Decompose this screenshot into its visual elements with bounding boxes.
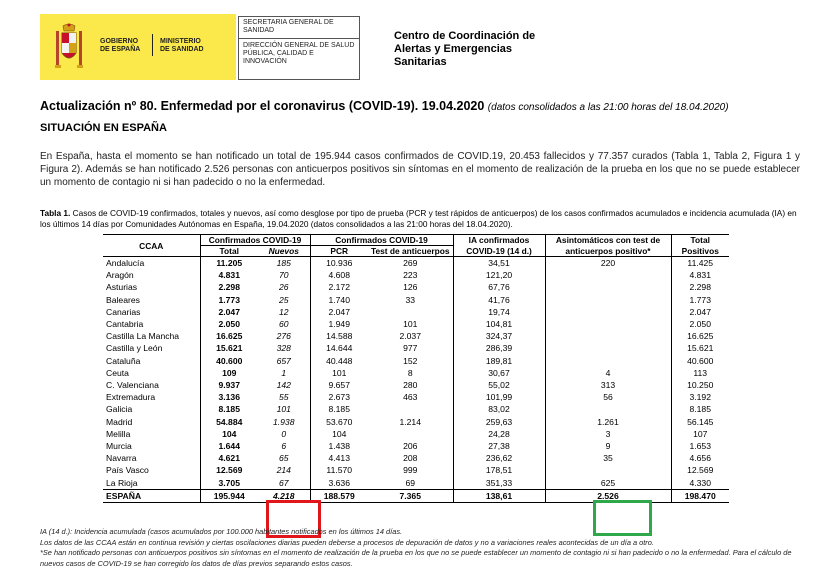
cell-total: 16.625 <box>200 330 258 342</box>
cell-ccaa: Cantabria <box>106 319 144 330</box>
header-total: Total <box>200 246 258 257</box>
cell-anticuerpos: 69 <box>405 477 416 488</box>
cell-total-positivos: 107 <box>671 428 729 440</box>
cell-ccaa: País Vasco <box>106 465 149 476</box>
header-tp-1: Total <box>671 235 729 246</box>
cell-total-positivos: 40.600 <box>671 355 729 367</box>
cell-total: 2.050 <box>200 318 258 330</box>
cell-total-positivos: 11.425 <box>671 257 729 270</box>
cell-ia: 19,74 <box>453 306 545 318</box>
cell-pcr: 2.172 <box>310 281 368 293</box>
cell-ia: 324,37 <box>453 330 545 342</box>
cell-asintomaticos: 3 <box>545 428 671 440</box>
table-row <box>103 379 729 391</box>
table-caption-text: Casos de COVID-19 confirmados, totales y nuevos, así como desglose por tipo de prueba (PCR y test rápidos de anticuerpos) de los casos confirmados acumulados e incidencia acumulada (IA) en los últimos 14 días por Comunidades Autónomas en España, 19.04.2020 (datos consolidados a las 21:00 horas del 18.04.2020). <box>40 208 797 229</box>
cell-total: 11.205 <box>200 257 258 270</box>
table-row <box>103 391 729 403</box>
cell-total: 4.621 <box>200 452 258 464</box>
report-title <box>40 99 729 113</box>
header-tp-2: Positivos <box>671 246 729 257</box>
header-ia-1: IA confirmados <box>453 235 545 246</box>
cell-pcr: 9.657 <box>310 379 368 391</box>
ministry-label: MINISTERIO DE SANIDAD <box>160 38 204 53</box>
cell-nuevos: 0 <box>281 428 287 439</box>
cell-asintomaticos <box>545 464 671 476</box>
cell-total: 1.773 <box>200 294 258 306</box>
cell-total-positivos: 10.250 <box>671 379 729 391</box>
cell-pcr: 11.570 <box>310 464 368 476</box>
cell-total: 9.937 <box>200 379 258 391</box>
cell-total: 195.944 <box>200 489 258 502</box>
cell-anticuerpos: 2.037 <box>399 331 421 342</box>
table-row <box>103 318 729 330</box>
cases-table <box>103 234 729 503</box>
cell-anticuerpos: 208 <box>403 453 418 464</box>
cell-total-positivos: 3.192 <box>671 391 729 403</box>
cell-ccaa: Castilla y León <box>106 343 163 354</box>
table-row <box>103 294 729 306</box>
cell-pcr: 4.608 <box>310 269 368 281</box>
cell-ia: 351,33 <box>453 477 545 490</box>
cell-ccaa: C. Valenciana <box>106 380 159 391</box>
cell-total: 3.705 <box>200 477 258 490</box>
cell-nuevos: 12 <box>278 306 289 317</box>
cell-anticuerpos: 206 <box>403 441 418 452</box>
header-asint-1: Asintomáticos con test de <box>545 235 671 246</box>
cell-asintomaticos <box>545 403 671 415</box>
table-row <box>103 428 729 440</box>
cell-nuevos: 55 <box>278 392 289 403</box>
cell-asintomaticos <box>545 294 671 306</box>
cell-ccaa: Melilla <box>106 428 131 439</box>
cell-asintomaticos <box>545 318 671 330</box>
header-ia-2: COVID-19 (14 d.) <box>453 246 545 257</box>
cell-nuevos: 185 <box>276 258 291 268</box>
table-row <box>103 269 729 281</box>
cell-nuevos: 25 <box>278 294 289 305</box>
cell-asintomaticos <box>545 306 671 318</box>
cell-asintomaticos <box>545 281 671 293</box>
header-nuevos: Nuevos <box>258 246 310 257</box>
cell-pcr: 4.413 <box>310 452 368 464</box>
cell-anticuerpos <box>368 306 453 318</box>
cell-ia: 104,81 <box>453 318 545 330</box>
secretaria-label: SECRETARIA GENERAL DE SANIDAD <box>239 17 359 39</box>
cell-ia: 189,81 <box>453 355 545 367</box>
cell-anticuerpos: 126 <box>403 282 418 293</box>
cell-anticuerpos: 8 <box>407 367 413 378</box>
header-anticuerpos: Test de anticuerpos <box>368 246 453 257</box>
cell-ia: 41,76 <box>453 294 545 306</box>
cell-total-positivos: 1.773 <box>671 294 729 306</box>
cell-asintomaticos <box>545 269 671 281</box>
cell-nuevos: 60 <box>278 319 289 330</box>
cell-anticuerpos: 1.214 <box>399 416 421 427</box>
intro-paragraph: En España, hasta el momento se han notificado un total de 195.944 casos confirmados de COVID.19, 20.453 fallecidos y 77.357 curados (Tabla 1, Tabla 2, Figura 1 y Figura 2). Además se han notificado 2.526 personas con anticuerpos positivos sin síntomas en el momento de realización de la prueba en los que no se puede establecer un momento de contagio ni si han padecido o no la enfermedad. <box>40 151 800 188</box>
cell-pcr: 8.185 <box>310 403 368 415</box>
table-row <box>103 257 729 270</box>
secretaria-block <box>238 16 360 80</box>
table-row <box>103 416 729 428</box>
table-row <box>103 452 729 464</box>
cell-nuevos: 65 <box>278 453 289 464</box>
cell-total: 109 <box>200 367 258 379</box>
cell-total-positivos: 4.656 <box>671 452 729 464</box>
cell-nuevos: 328 <box>276 343 291 354</box>
cell-anticuerpos: 152 <box>403 355 418 366</box>
report-title-main: Actualización nº 80. Enfermedad por el coronavirus (COVID-19). 19.04.2020 <box>40 99 485 113</box>
footnotes <box>40 527 810 569</box>
cell-total: 8.185 <box>200 403 258 415</box>
cell-ia: 286,39 <box>453 342 545 354</box>
cell-ia: 55,02 <box>453 379 545 391</box>
gov-label: GOBIERNO DE ESPAÑA <box>100 38 141 53</box>
cell-pcr: 1.949 <box>310 318 368 330</box>
cell-anticuerpos: 269 <box>403 258 418 268</box>
cell-pcr: 3.636 <box>310 477 368 490</box>
footnote-asintomaticos: *Se han notificado personas con anticuerpos positivos sin síntomas en el momento de realización de la prueba en los que no se puede establecer un momento de contagio ni si han padecido o no la enfermedad. Para el cálculo de nuevos casos de COVID-19 se han corregido los datos de días previos separando estos casos. <box>40 548 792 568</box>
table-row <box>103 477 729 490</box>
cell-ccaa: Ceuta <box>106 367 129 378</box>
header-confirmados-2: Confirmados COVID-19 <box>310 235 453 246</box>
cell-total: 2.298 <box>200 281 258 293</box>
cell-total-positivos: 4.831 <box>671 269 729 281</box>
cell-nuevos: 4.218 <box>258 489 310 502</box>
header-pcr: PCR <box>310 246 368 257</box>
cell-anticuerpos: 33 <box>405 294 416 305</box>
cell-total-positivos: 113 <box>671 367 729 379</box>
table-row <box>103 440 729 452</box>
cell-ia: 67,76 <box>453 281 545 293</box>
cell-ccaa: Navarra <box>106 453 137 464</box>
ccaes-title: Centro de Coordinación de Alertas y Emergencias Sanitarias <box>394 30 536 68</box>
cell-ia: 83,02 <box>453 403 545 415</box>
cell-ccaa: Aragón <box>106 270 134 281</box>
footnote-revision: Los datos de las CCAA están en continua revisión y ciertas oscilaciones diarias pueden deberse a procesos de depuración de datos y no a variaciones reales acontecidas de un día a otro. <box>40 537 654 547</box>
cell-anticuerpos: 463 <box>403 392 418 403</box>
cell-nuevos: 657 <box>276 355 291 366</box>
cell-total: 54.884 <box>200 416 258 428</box>
cell-asintomaticos: 56 <box>545 391 671 403</box>
cell-ccaa: Canarias <box>106 306 141 317</box>
table-caption <box>40 208 805 230</box>
cell-pcr: 10.936 <box>310 257 368 270</box>
cell-nuevos: 6 <box>281 441 287 452</box>
cell-total: 104 <box>200 428 258 440</box>
header-asint-2: anticuerpos positivo* <box>545 246 671 257</box>
cell-nuevos: 214 <box>276 465 291 476</box>
cell-total-positivos: 16.625 <box>671 330 729 342</box>
cell-total-positivos: 15.621 <box>671 342 729 354</box>
cell-ccaa: Madrid <box>106 416 133 427</box>
cell-ia: 101,99 <box>453 391 545 403</box>
cell-total-positivos: 2.047 <box>671 306 729 318</box>
cell-anticuerpos: 223 <box>403 270 418 281</box>
cell-asintomaticos: 220 <box>545 257 671 270</box>
cell-pcr: 53.670 <box>310 416 368 428</box>
cell-total: 40.600 <box>200 355 258 367</box>
cell-total: 1.644 <box>200 440 258 452</box>
cell-nuevos: 67 <box>278 477 289 488</box>
cell-anticuerpos <box>368 403 453 415</box>
coat-of-arms-icon <box>54 23 84 71</box>
cell-ia: 34,51 <box>453 257 545 270</box>
cell-ia: 30,67 <box>453 367 545 379</box>
cell-ia: 121,20 <box>453 269 545 281</box>
cell-anticuerpos: 999 <box>403 465 418 476</box>
cell-ia: 178,51 <box>453 464 545 476</box>
cell-ccaa: ESPAÑA <box>103 489 200 502</box>
cell-ccaa: Murcia <box>106 441 132 452</box>
table-row <box>103 464 729 476</box>
cell-total-positivos: 2.298 <box>671 281 729 293</box>
cell-ia: 24,28 <box>453 428 545 440</box>
cell-anticuerpos: 101 <box>403 319 418 330</box>
cell-anticuerpos: 280 <box>403 380 418 391</box>
cell-total-positivos: 198.470 <box>671 489 729 502</box>
cell-asintomaticos: 2.526 <box>545 489 671 502</box>
cell-total-positivos: 56.145 <box>671 416 729 428</box>
cell-nuevos: 1.938 <box>272 416 295 427</box>
cell-asintomaticos <box>545 330 671 342</box>
logo-divider <box>152 34 153 56</box>
cell-total-positivos: 4.330 <box>671 477 729 490</box>
direccion-label: DIRECCIÓN GENERAL DE SALUD PÚBLICA, CALIDAD E INNOVACIÓN <box>243 42 355 65</box>
cell-total-positivos: 12.569 <box>671 464 729 476</box>
cell-ia: 236,62 <box>453 452 545 464</box>
table-row <box>103 330 729 342</box>
cell-nuevos: 26 <box>278 282 289 293</box>
cell-ia: 27,38 <box>453 440 545 452</box>
header-confirmados: Confirmados COVID-19 <box>200 235 310 246</box>
table-row <box>103 306 729 318</box>
cell-pcr: 40.448 <box>310 355 368 367</box>
table-row <box>103 355 729 367</box>
cell-ccaa: Castilla La Mancha <box>106 331 180 342</box>
table-row <box>103 403 729 415</box>
cell-nuevos: 142 <box>276 380 291 391</box>
cell-ccaa: Cataluña <box>106 355 141 366</box>
cell-pcr: 101 <box>310 367 368 379</box>
cell-nuevos: 1 <box>281 367 287 378</box>
cell-ccaa: Baleares <box>106 294 140 305</box>
cell-asintomaticos: 1.261 <box>545 416 671 428</box>
cell-total: 4.831 <box>200 269 258 281</box>
cell-ccaa: Andalucía <box>106 258 145 268</box>
cell-total-positivos: 1.653 <box>671 440 729 452</box>
cell-asintomaticos: 9 <box>545 440 671 452</box>
cell-pcr: 14.588 <box>310 330 368 342</box>
cell-nuevos: 101 <box>276 404 291 415</box>
cell-ccaa: Extremadura <box>106 392 156 403</box>
header-ccaa: CCAA <box>103 235 200 257</box>
cell-pcr: 1.438 <box>310 440 368 452</box>
cell-asintomaticos <box>545 355 671 367</box>
cell-total: 12.569 <box>200 464 258 476</box>
cell-pcr: 104 <box>310 428 368 440</box>
cell-pcr: 2.047 <box>310 306 368 318</box>
cell-asintomaticos: 35 <box>545 452 671 464</box>
cell-anticuerpos: 977 <box>403 343 418 354</box>
report-title-sub: (datos consolidados a las 21:00 horas del 18.04.2020) <box>487 102 729 113</box>
cell-pcr: 188.579 <box>310 489 368 502</box>
government-logo-block <box>40 14 236 80</box>
footnote-ia: IA (14 d.): Incidencia acumulada (casos acumulados por 100.000 habitantes notificados en los últimos 14 días. <box>40 527 403 536</box>
cell-ccaa: Galicia <box>106 404 133 415</box>
cell-total-positivos: 2.050 <box>671 318 729 330</box>
table-row <box>103 342 729 354</box>
section-heading: SITUACIÓN EN ESPAÑA <box>40 122 167 134</box>
cell-total: 15.621 <box>200 342 258 354</box>
cell-pcr: 14.644 <box>310 342 368 354</box>
cell-asintomaticos: 4 <box>545 367 671 379</box>
cell-total: 2.047 <box>200 306 258 318</box>
cell-ccaa: La Rioja <box>106 477 138 488</box>
cell-pcr: 2.673 <box>310 391 368 403</box>
cell-anticuerpos <box>368 428 453 440</box>
cell-nuevos: 276 <box>276 331 291 342</box>
cell-asintomaticos: 313 <box>545 379 671 391</box>
cell-ccaa: Asturias <box>106 282 138 293</box>
cell-asintomaticos <box>545 342 671 354</box>
cell-pcr: 1.740 <box>310 294 368 306</box>
letterhead <box>40 14 800 80</box>
cell-asintomaticos: 625 <box>545 477 671 490</box>
table-caption-label: Tabla 1. <box>40 208 71 218</box>
cell-nuevos: 70 <box>278 270 289 281</box>
cell-total: 3.136 <box>200 391 258 403</box>
table-row <box>103 367 729 379</box>
cell-ia: 259,63 <box>453 416 545 428</box>
cell-total-positivos: 8.185 <box>671 403 729 415</box>
table-row <box>103 281 729 293</box>
cell-anticuerpos: 7.365 <box>368 489 453 502</box>
table-body <box>103 257 729 503</box>
cell-ia: 138,61 <box>453 489 545 502</box>
